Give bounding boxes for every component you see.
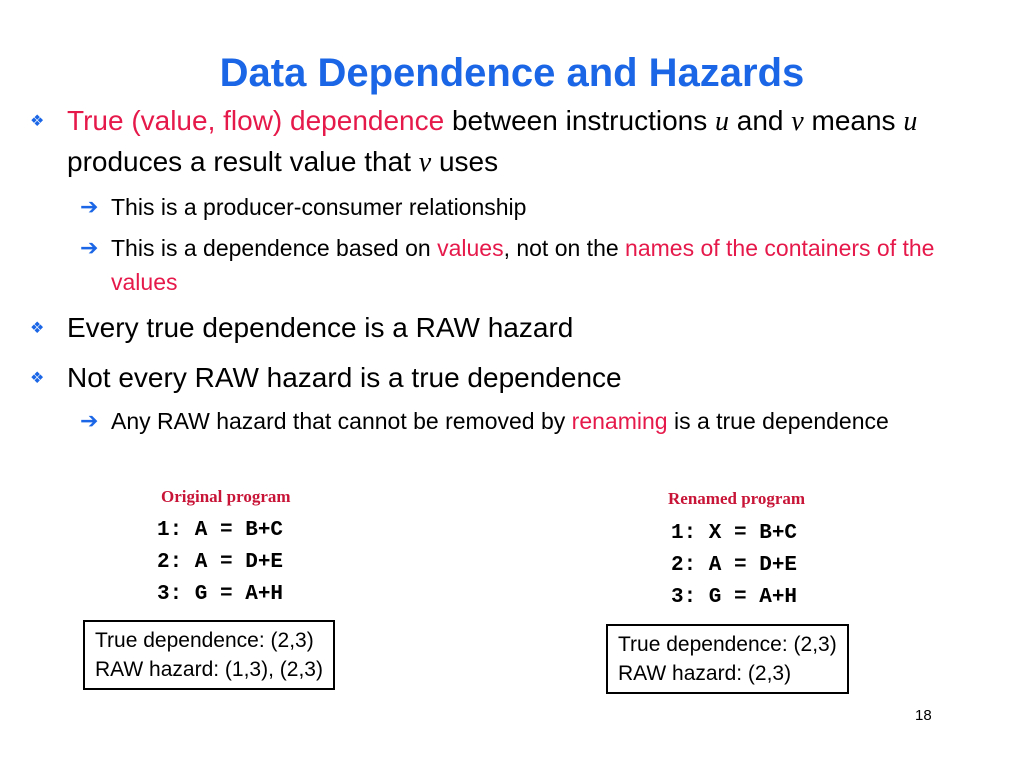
highlight-term: renaming — [571, 408, 668, 434]
sub-bullet-values — [80, 231, 960, 299]
sub-bullet-text-part: Any RAW hazard that cannot be removed by — [111, 408, 572, 434]
diamond-bullet-icon: ❖ — [30, 320, 45, 337]
bullet-text-part: and — [729, 105, 792, 136]
renamed-program-code — [671, 518, 797, 614]
arrow-bullet-icon: ➔ — [80, 235, 99, 260]
sub-bullet-text — [111, 404, 960, 438]
arrow-bullet-icon: ➔ — [80, 408, 99, 433]
code-line: 1: X = B+C — [671, 522, 798, 545]
sub-bullet-text: This is a producer-consumer relationship — [111, 194, 527, 220]
slide-title: Data Dependence and Hazards — [219, 51, 805, 95]
sub-bullet-text — [111, 231, 960, 299]
bullet-text — [67, 101, 970, 183]
code-line: 3: G = A+H — [157, 583, 284, 606]
bullet-not-every-raw — [30, 358, 970, 398]
code-line: 2: A = D+E — [157, 551, 284, 574]
variable-v: v — [791, 106, 804, 137]
bullet-every-true-dependence — [30, 308, 970, 348]
bullet-text-part: means — [803, 105, 904, 136]
true-dependence-text: True dependence: (2,3) — [95, 629, 314, 652]
variable-u: u — [903, 106, 918, 137]
highlight-term: names of the containers of the values — [111, 235, 935, 295]
variable-v: v — [418, 147, 432, 178]
code-line: 2: A = D+E — [671, 554, 798, 577]
renamed-program-caption: Renamed program — [668, 489, 806, 508]
code-line: 3: G = A+H — [671, 586, 798, 609]
sub-bullet-producer-consumer — [80, 190, 960, 224]
arrow-bullet-icon: ➔ — [80, 194, 99, 219]
bullet-text-part: produces a result value that — [67, 146, 419, 177]
renamed-dependence-box — [606, 624, 849, 694]
sub-bullet-renaming — [80, 404, 960, 438]
highlight-term: True (value, flow) dependence — [67, 105, 445, 136]
diamond-bullet-icon: ❖ — [30, 113, 45, 130]
sub-bullet-text-part: is a true dependence — [667, 408, 889, 434]
sub-bullet-text-part: , not on the — [503, 235, 626, 261]
raw-hazard-text: RAW hazard: (1,3), (2,3) — [95, 658, 323, 681]
variable-u: u — [715, 106, 729, 137]
bullet-text: Every true dependence is a RAW hazard — [67, 312, 574, 343]
bullet-true-dependence — [30, 101, 970, 183]
highlight-term: values — [437, 235, 504, 261]
original-program-code — [157, 515, 283, 611]
bullet-text-part: between instructions — [444, 105, 715, 136]
code-line: 1: A = B+C — [157, 519, 284, 542]
original-program-caption: Original program — [161, 487, 291, 506]
diamond-bullet-icon: ❖ — [30, 370, 45, 387]
true-dependence-text: True dependence: (2,3) — [618, 633, 837, 656]
sub-bullet-text-part: This is a dependence based on — [111, 235, 438, 261]
original-dependence-box — [83, 620, 335, 690]
raw-hazard-text: RAW hazard: (2,3) — [618, 662, 792, 685]
bullet-text-part: uses — [431, 146, 499, 177]
page-number: 18 — [915, 707, 932, 724]
bullet-text: Not every RAW hazard is a true dependence — [67, 362, 622, 393]
